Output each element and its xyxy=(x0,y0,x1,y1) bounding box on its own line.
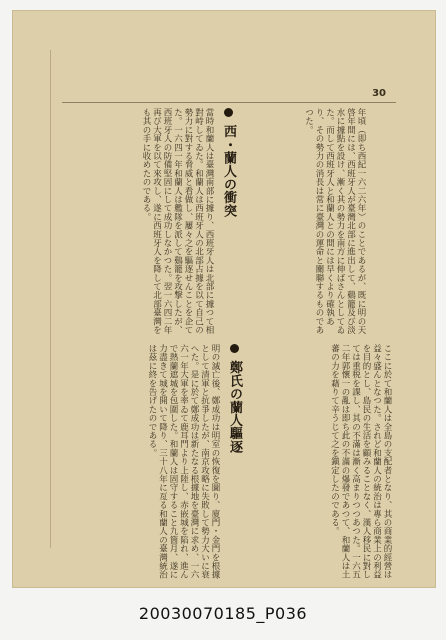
body-text: 當時和蘭人は臺灣南部に據り、西班牙人は北部に據つて相對峙してゐた。和蘭人は西班牙人の北部占據を以て自己の勢力に對する脅威と看做し、屢々之を驅逐せんことを企てた。一六四一年和蘭人は艦隊を派して鷄籠を攻撃したが、西班牙人の防備堅固にして成功しなかつた。翌一六四二年再び大軍を以て來攻し、遂に西班牙人を降して北部臺灣をも其の手に收めたのである。 xyxy=(141,108,214,335)
text-column-section-2 xyxy=(66,344,248,580)
text-column-section-1 xyxy=(66,108,242,340)
body-text: 年頃（即ち西紀一六二六年）のことであるが、既に明の天啓年間には、西班牙人が臺灣北部に進出して、鷄籠及び淡水に據點を設け、漸く其の勢力を南方に伸ばさんとしてゐた。而して西班牙人と和蘭人との間には早くより確執あり、その勢力の消長は常に臺灣の運命と關聯するものであつた。 xyxy=(303,108,366,335)
bullet-dot-icon xyxy=(224,108,233,117)
archive-caption: 20030070185_P036 xyxy=(138,604,308,623)
section-heading xyxy=(220,108,236,340)
text-column-intro xyxy=(246,108,366,340)
section-heading-text: 西・蘭人の衝突 xyxy=(221,124,236,218)
body-text: 明の滅亡後、鄭成功は明室の恢復を圖り、廈門・金門を根據として清軍と抗爭したが、南京攻略に失敗して勢力大いに衰へた。是に於て鄭成功は新たなる根據地を臺灣に求め、一六六一年大軍を率ゐて鹿耳門より上陸し、赤嵌城を陷れ、進んで熱蘭遮城を包圍した。和蘭人は固守すること九箇月、遂に力盡きて城を開いて降り、三十八年に亙る和蘭人の臺灣統治は茲に終を告げたのである。 xyxy=(147,344,220,579)
binding-line xyxy=(50,50,51,548)
body-text: ここに於て和蘭人は全島の支配者となり、其の商業的經營は益々盛んとなつた。されど和蘭人の統治は專ら商業上の利益を目的とし、島民の生活を顧みることなく、漢人移民に對しては重税を課し、其の不滿は漸く高まりつつあつた。一六五二年郭懷一の亂は即ち此の不滿の爆發であつて、和蘭人は土蕃の力を藉りて辛うじて之を鎭定したのである。 xyxy=(329,344,392,579)
text-column-continued xyxy=(252,344,392,580)
section-heading xyxy=(226,344,242,580)
header-rule xyxy=(62,102,396,103)
section-heading-text: 鄭氏の蘭人驅逐 xyxy=(227,360,242,454)
page-number: 30 xyxy=(372,88,386,99)
document-page xyxy=(12,10,436,588)
bullet-dot-icon xyxy=(230,344,239,353)
